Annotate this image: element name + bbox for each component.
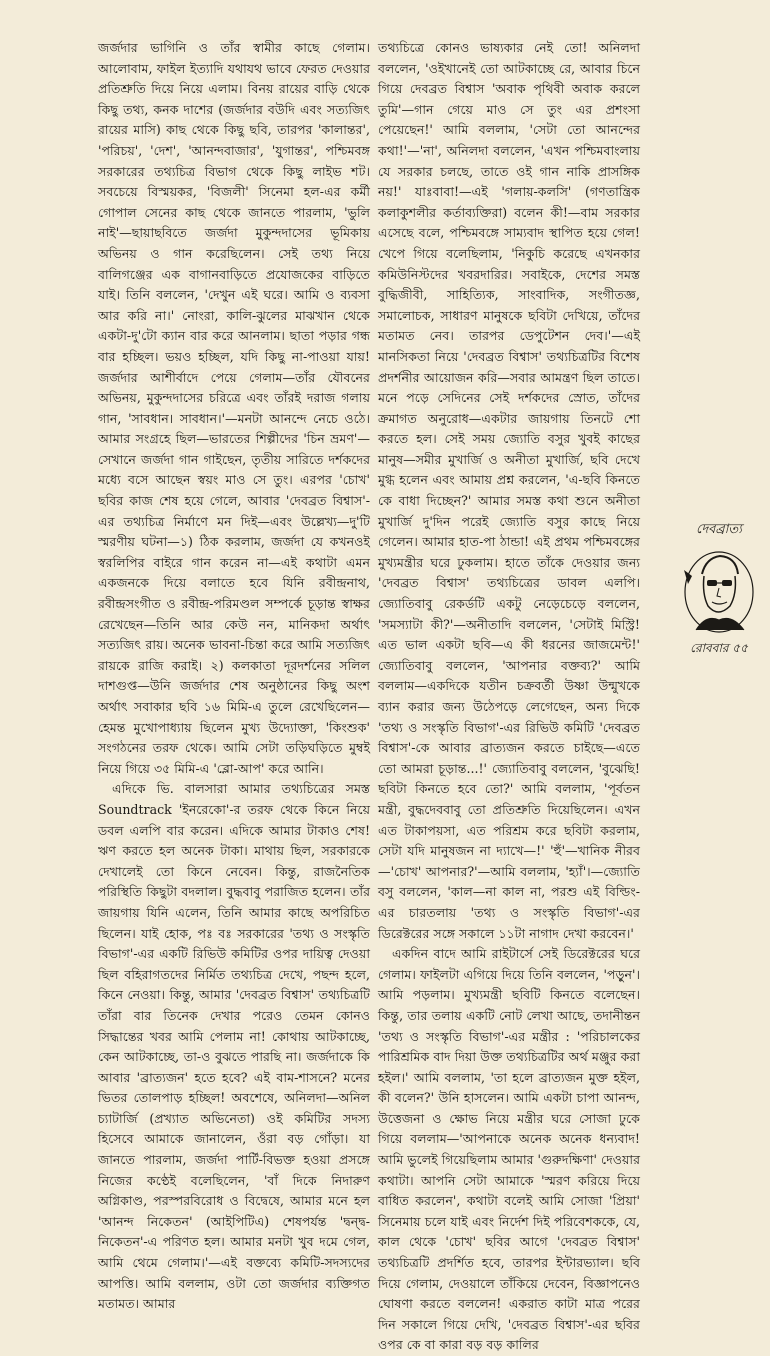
column-title: দেবব্রাত্য xyxy=(696,522,742,537)
right-paragraph-1: তথ্যচিত্রে কোনও ভাষ্যকার নেই তো! অনিলদা বললেন, 'ওইখানেই তো আটকাচ্ছে রে, আবার চিনে গিয়ে দেবব্রত বিশ্বাস 'অবাক পৃথিবী অবাক করলে তুমি'—গান গেয়ে মাও সে তুং এর প্রশংসা পেয়েছেন!' আমি বললাম, 'সেটা তো আনন্দের কথা!'—'না', অনিলদা বললেন, 'এখন পশ্চিমবাংলায় যে সরকার চলছে, তাতে ওই গান নাকি প্রাসঙ্গিক নয়!' যাঃবাবা!—এই 'গলায়-কলসি' (গণতান্ত্রিক কলাকুশলীর কর্তাব্যক্তিরা) বলেন কী!—বাম সরকার এসেছে বলে, পশ্চিমবঙ্গে সাম্যবাদ স্থাপিত হয়ে গেল! খেপে গিয়ে বলেছিলাম, 'নিকুচি করেছে এখনকার কমিউনিস্টদের খবরদারির। সবাইকে, দেশের সমস্ত বুদ্ধিজীবী, সাহিত্যিক, সাংবাদিক, সংগীতজ্ঞ, সমালোচক, সাধারণ মানুষকে ছবিটা দেখিয়ে, তাঁদের মতামত নেব। তারপর ডেপুটেশন দেব।'—এই মানসিকতা নিয়ে 'দেবব্রত বিশ্বাস' তথ্যচিত্রটির বিশেষ প্রদর্শনীর আয়োজন করি—সবার আমন্ত্রণ ছিল তাতে। মনে পড়ে সেদিনের সেই দর্শকদের স্রোত, তাঁদের ক্রমাগত অনুরোধ—একটার জায়গায় তিনটে শো করতে হল। সেই সময় জ্যোতি বসুর খুবই কাছের মানুষ—সমীর মুখার্জি ও অনীতা মুখার্জি, ছবি দেখে মুগ্ধ হলেন এবং আমায় প্রশ্ন করলেন, 'এ-ছবি কিনতে কে বাধা দিচ্ছেন?' আমার সমস্ত কথা শুনে অনীতা মুখার্জি দু'দিন পরেই জ্যোতি বসুর কাছে নিয়ে গেলেন। আমার হাত-পা ঠান্ডা! এই প্রথম পশ্চিমবঙ্গের মুখ্যমন্ত্রীর ঘরে ঢুকলাম। হাতে তাঁকে দেওয়ার জন্য 'দেবব্রত বিশ্বাস' তথ্যচিত্রের ডাবল এলপি। জ্যোতিবাবু রেকর্ডটি একটু নেড়েচেড়ে বললেন, 'সমস্যাটা কী?'—অনীতাদি বললেন, 'সেটাই মিস্ট্রি! এত ভাল একটা ছবি—এ কী ধরনের জাজমেন্ট!' জ্যোতিবাবু বললেন, 'আপনার বক্তব্য?' আমি বললাম—একদিকে যতীন চক্রবর্তী উষ্ণা উন্মুখকে ব্যান করার জন্য উঠেপড়ে লেগেছেন, অন্য দিকে 'তথ্য ও সংস্কৃতি বিভাগ'-এর রিভিউ কমিটি 'দেবব্রত বিশ্বাস'-কে আবার ব্রাত্যজন করতে চাইছে—এতে তো আমরা চূড়ান্ত...!' জ্যোতিবাবু বললেন, 'বুঝেছি! ছবিটা কিনতে হবে তো?' আমি বললাম, 'পূর্বতন মন্ত্রী, বুদ্ধদেববাবু তো প্রতিশ্রুতি দিয়েছিলেন। এখন এত টাকাপয়সা, এত পরিশ্রম করে ছবিটা করলাম, সেটা যদি মানুষজন না দ্যাখে—!' 'হুঁ'—খানিক নীরব—'চোখ' আপনার?'—আমি বললাম, 'হ্যাঁ'।—জ্যোতি বসু বললেন, 'কাল—না কাল না, পরশু এই বিল্ডিং-এর চারতলায় 'তথ্য ও সংস্কৃতি বিভাগ'-এর ডিরেক্টরের সঙ্গে সকালে ১১টা নাগাদ দেখা করবেন।' xyxy=(378,40,640,941)
issue-caption: রোববার ৫৫ xyxy=(690,641,748,655)
right-column xyxy=(378,38,640,1353)
left-paragraph-1: জর্জদার ভাগিনি ও তাঁর স্বামীর কাছে গেলাম। আলোবাম, ফাইল ইত্যাদি যথাযথ ভাবে ফেরত দেওয়ার প্রতিশ্রুতি দিয়ে নিয়ে এলাম। বিনয় রায়ের বাড়ি থেকে কিছু তথ্য, কনক দাশের (জর্জদার বউদি এবং সত্যজিৎ রায়ের মাসি) কাছ থেকে কিছু ছবি, তারপর 'কালান্তর', 'পরিচয়', 'দেশ', 'আনন্দবাজার', 'যুগান্তর', পশ্চিমবঙ্গ সরকারের তথ্যচিত্র বিভাগ থেকে কিছু লাইভ শট। সবচেয়ে বিস্ময়কর, 'বিজলী' সিনেমা হল-এর কর্মী গোপাল সেনের কাছ থেকে জানতে পারলাম, 'ভুলি নাই'—ছায়াছবিতে জর্জদা মুকুন্দদাসের ভূমিকায় অভিনয় ও গান করেছিলেন। সেই তথ্য নিয়ে বালিগঞ্জের এক বাগানবাড়িতে প্রযোজকের বাড়িতে যাই। তিনি বললেন, 'দেখুন এই ঘরে। আমি ও ব্যবসা আর করি না।' নোংরা, কালি-ঝুলের মাঝখান থেকে একটা-দু'টো ক্যান বার করে আনলাম। ছাতা পড়ার গন্ধ বার হচ্ছিল। ভয়ও হচ্ছিল, যদি কিছু না-পাওয়া যায়! জর্জদার আশীর্বাদে পেয়ে গেলাম—তাঁর যৌবনের অভিনয়, মুকুন্দদাসের চরিত্রে এবং তাঁরই দরাজ গলায় গান, 'সাবধান। সাবধান।'—মনটা আনন্দে নেচে ওঠে। আমার সংগ্রহে ছিল—ভারতের শিল্পীদের 'চিন ভ্রমণ'—সেখানে জর্জদা গান গাইছেন, তৃতীয় সারিতে দর্শকদের মধ্যে বসে আছেন স্বয়ং মাও সে তুং। এরপর 'চোখ' ছবির কাজ শেষ হয়ে গেলে, আবার 'দেবব্রত বিশ্বাস'-এর তথ্যচিত্র নির্মাণে মন দিই—এবং উল্লেখ্য—দু'টি স্মরণীয় ঘটনা—১) ঠিক করলাম, জর্জদা যে কখনওই স্বরলিপির বাইরে গান করেন না—এই কথাটা এমন একজনকে দিয়ে বলাতে হবে যিনি রবীন্দ্রনাথ, রবীন্দ্রসংগীত ও রবীন্দ্র-পরিমণ্ডল সম্পর্কে চূড়ান্ত স্বাক্ষর রেখেছেন—তিনি আর কেউ নন, মানিকদা অর্থাৎ সত্যজিৎ রায়। অনেক ভাবনা-চিন্তা করে আমি সত্যজিৎ রায়কে রাজি করাই। ২) কলকাতা দূরদর্শনের সলিল দাশগুপ্ত—উনি জর্জদার শেষ অনুষ্ঠানের কিছু অংশ অর্থাৎ সবাকার ছবি ১৬ মিমি-এ তুলে রেখেছিলেন—হেমন্ত মুখোপাধ্যায় ছিলেন মুখ্য উদ্যোক্তা, 'কিংশুক' সংগঠনের তরফ থেকে। আমি সেটা তড়িঘড়িতে মুম্বই নিয়ে গিয়ে ৩৫ মিমি-এ 'ব্লো-আপ' করে আনি। xyxy=(98,40,370,776)
left-paragraph-2: এদিকে ভি. বালসারা আমার তথ্যচিত্রের সমস্ত Soundtrack 'ইনরেকো'-র তরফ থেকে কিনে নিয়ে ডবল এলপি বার করেন। এদিকে আমার টাকাও শেষ! ঋণ করতে হল অনেক টাকা। মাথায় ছিল, সরকারকে দেখালেই তো কিনে নেবেন। কিন্তু, রাজনৈতিক পরিস্থিতি কিছুটা বদলাল। বুদ্ধবাবু পরাজিত হলেন। তাঁর জায়গায় যিনি এলেন, তিনি আমার কাছে অপরিচিত ছিলেন। যাই হোক, পঃ বঃ সরকারের 'তথ্য ও সংস্কৃতি বিভাগ'-এর একটি রিভিউ কমিটির ওপর দায়িত্ব দেওয়া ছিল বহিরাগতদের নির্মিত তথ্যচিত্র দেখে, পছন্দ হলে, কিনে নেওয়া। কিন্তু, আমার 'দেবব্রত বিশ্বাস' তথ্যচিত্রটি তাঁরা বার তিনেক দেখার পরেও তেমন কোনও সিদ্ধান্তের খবর আমি পেলাম না! কোথায় আটকাচ্ছে, কেন আটকাচ্ছে, তা-ও বুঝতে পারছি না। জর্জদাকে কি আবার 'ব্রাত্যজন' হতে হবে? এই বাম-শাসনে? মনের ভিতর তোলপাড় হচ্ছিল! অবশেষে, অনিলদা—অনিল চ্যাটার্জি (প্রখ্যাত অভিনেতা) ওই কমিটির সদস্য হিসেবে আমাকে জানালেন, ওঁরা বড় গোঁড়া। যা জানতে পারলাম, জর্জদা পার্টি-বিভক্ত হওয়া প্রসঙ্গে নিজের কণ্ঠেই বলেছিলেন, 'বাঁ দিকে নিদারুণ অগ্নিকাণ্ড, পরস্পরবিরোধ ও বিদ্বেষে, আমার মনে হল 'আনন্দ নিকেতন' (আইপিটিএ) শেষপর্যন্ত 'দ্বন্দ্ব-নিকেতন'-এ পরিণত হল। আমার মনটা খুব দমে গেল, আমি থেমে গেলাম।'—এই বক্তব্যে কমিটি-সদস্যদের আপত্তি। আমি বললাম, ওটা তো জর্জদার ব্যক্তিগত মতামত। আমার xyxy=(98,781,370,1312)
portrait-sketch-icon xyxy=(682,540,756,638)
column-illustration xyxy=(678,520,760,670)
right-paragraph-2: একদিন বাদে আমি রাইটার্সে সেই ডিরেক্টরের ঘরে গেলাম। ফাইলটা এগিয়ে দিয়ে তিনি বললেন, 'পড়ুন'। আমি পড়লাম। মুখ্যমন্ত্রী ছবিটি কিনতে বলেছেন। কিন্তু, তার তলায় একটি নোট লেখা আছে, তদানীন্তন 'তথ্য ও সংস্কৃতি বিভাগ'-এর মন্ত্রীর : 'পরিচালকের পারিশ্রমিক বাদ দিয়া উক্ত তথ্যচিত্রটির অর্থ মঞ্জুর করা হইল।' আমি বললাম, 'তা হলে ব্রাত্যজন মুক্ত হইল, কী বলেন?' উনি হাসলেন। আমি একটা চাপা আনন্দ, উত্তেজনা ও ক্ষোভ নিয়ে মন্ত্রীর ঘরে সোজা ঢুকে গিয়ে বললাম—'আপনাকে অনেক অনেক ধন্যবাদ! আমি ভুলেই গিয়েছিলাম আমার 'গুরুদক্ষিণা' দেওয়ার কথাটা। আপনি সেটা আমাকে 'স্মরণ করিয়ে দিয়ে বাধিত করলেন', কথাটা বলেই আমি সোজা 'প্রিয়া' সিনেমায় চলে যাই এবং নির্দেশ দিই পরিবেশককে, যে, কাল থেকে 'চোখ' ছবির আগে 'দেবব্রত বিশ্বাস' তথ্যচিত্রটি প্রদর্শিত হবে, তারপর ইন্টারভ্যাল। ছবি দিয়ে গেলাম, দেওয়ালে তাঁকিয়ে দেবেন, বিজ্ঞাপনেও ঘোষণা করতে বললেন! একরাত কাটা মাত্র পরের দিন সকালে গিয়ে দেখি, 'দেবব্রত বিশ্বাস'-এর ছবির ওপর কে বা কারা বড় বড় কালির xyxy=(378,946,640,1353)
left-column xyxy=(98,38,370,1312)
